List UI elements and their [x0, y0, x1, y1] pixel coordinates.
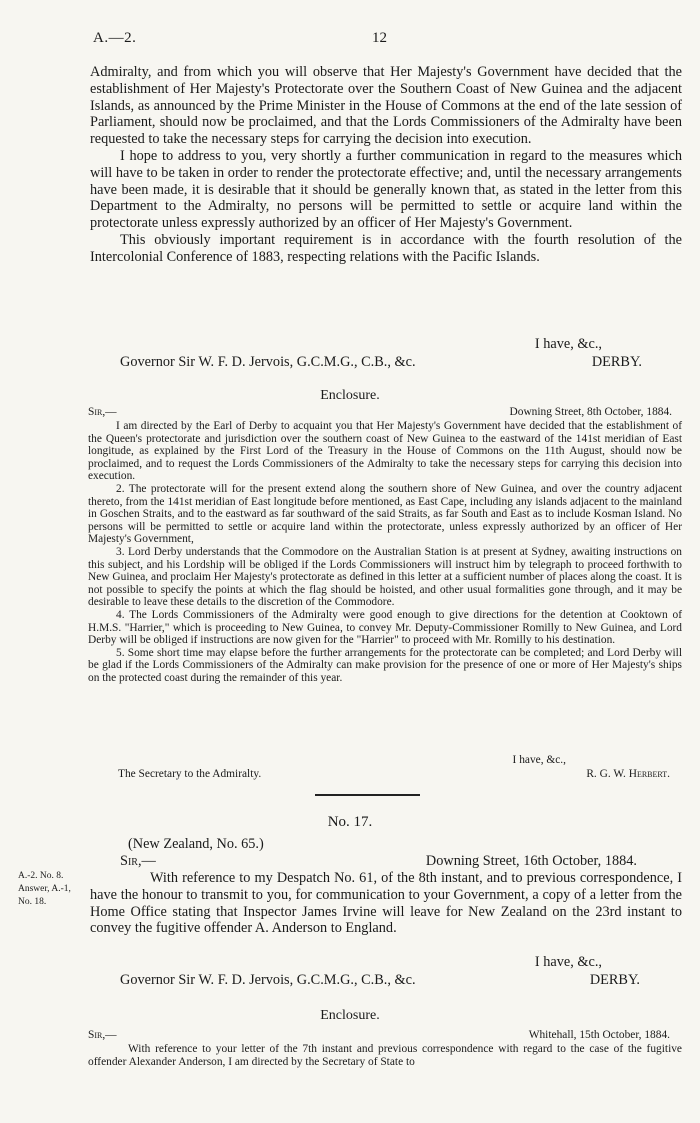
margin-note-1: A.-2. No. 8.: [18, 871, 64, 881]
enclosure-1-paragraph-3: 3. Lord Derby understands that the Commodore on the Australian Station is at present at Sydney, awaiting instructions on this subject, and his Lordship will be obliged if the Lords Commissioners will instruct him by telegraph to proceed forthwith to New Guinea, and proclaim Her Majesty's protectorate as defined in this letter at a sufficient number of places along the coast. It is not possible to specify the points at which the flag should be hoisted, and other usual formalities gone through, and it may be desirable to leave these details to the discretion of the Commodore.: [88, 545, 682, 609]
enclosure-1-place-date: Downing Street, 8th October, 1884.: [509, 406, 672, 418]
enclosure-2-salutation-row: [88, 1029, 682, 1042]
margin-notes: [18, 870, 71, 908]
no17-signature: DERBY.: [589, 972, 640, 988]
enclosure-1-salutation: Sir,—: [88, 406, 117, 418]
page-number: 12: [372, 30, 387, 46]
no17-addressee: Governor Sir W. F. D. Jervois, G.C.M.G., C.B., &c.: [120, 972, 416, 988]
enclosure-1-signature: R. G. W. Herbert.: [586, 768, 670, 780]
enclosure-1-closing-row: [88, 754, 682, 767]
enclosure-1-addressee: The Secretary to the Admiralty.: [118, 768, 262, 780]
enclosure-1-paragraph-1: I am directed by the Earl of Derby to acquaint you that Her Majesty's Government have decided that the establishment of the Queen's protectorate and jurisdiction over the southern coast of New Guinea to the eastward of the 141st meridian of East longitude, as explained by the First Lord of the Treasury in the House of Commons on the 11th August, should now be proclaimed, and to request the Lords Commissioners of the Admiralty to take the necessary steps for carrying this decision into execution.: [88, 420, 682, 483]
top-letter-closing: I have, &c.,: [534, 336, 602, 352]
enclosure-2-place-date: Whitehall, 15th October, 1884.: [528, 1029, 670, 1041]
enclosure-1-salutation-row: [88, 406, 682, 419]
top-letter-signature: DERBY.: [591, 354, 642, 370]
no17-body: With reference to my Despatch No. 61, of the 8th instant, and to previous correspondence, I have the honour to transmit to you, for communication to your Government, a copy of a letter from the Home Office stating that Inspector James Irvine will leave for New Zealand on the 23rd instant to convey the fugitive offender A. Anderson to England.: [90, 870, 682, 937]
top-letter-body: [90, 64, 682, 266]
enclosure-1-closing: I have, &c.,: [512, 754, 566, 766]
top-letter-paragraph-3: This obviously important requirement is in accordance with the fourth resolution of the Intercolonial Conference of 1883, respecting relations with the Pacific Islands.: [90, 231, 682, 265]
enclosure-1-paragraph-2: 2. The protectorate will for the present extend along the southern shore of New Guinea, and over the country adjacent thereto, from the 141st meridian of East longitude before mentioned, as East Cape, including any islands adjacent to the mainland in Goschen Straits, and to the eastward as far southward of the said Straits, as far South and East as to include Kosman Island. No persons will be permitted to settle or acquire land within the protectorate, unless expressly authorized by an officer of Her Majesty's Government,: [88, 482, 682, 546]
enclosure-1-heading: Enclosure.: [320, 388, 380, 403]
no17-heading: No. 17.: [327, 814, 373, 830]
enclosure-1-body: [88, 420, 682, 684]
no17-sign-row: [90, 972, 682, 989]
margin-note-2: Answer, A.-1,: [18, 883, 71, 894]
enclosure-1-paragraph-5: 5. Some short time may elapse before the further arrangements for the protectorate can be completed; and Lord Derby will be glad if the Lords Commissioners of the Admiralty can make provision for the presence of one or more of Her Majesty's ships on the protected coast during the remainder of this year.: [88, 646, 682, 684]
enclosure-1-sign-row: [88, 768, 682, 781]
enclosure-2-salutation: Sir,—: [88, 1029, 117, 1041]
top-letter-paragraph-1: Admiralty, and from which you will observe that Her Majesty's Government have decided that the establishment of Her Majesty's Protectorate over the Southern Coast of New Guinea and the adjacent Islands, as announced by the Prime Minister in the House of Commons at the end of the late session of Parliament, should now be proclaimed, and that the Lords Commissioners of the Admiralty have been requested to take the necessary steps for carrying the decision into execution.: [90, 64, 682, 148]
no17-place-date: Downing Street, 16th October, 1884.: [425, 853, 637, 869]
no17-subheading-row: [90, 836, 682, 853]
top-letter-paragraph-2: I hope to address to you, very shortly a further communication in regard to the measures which will have to be taken in order to render the protectorate effective; and, until the necessary arrangements have been made, it is desirable that it should be generally known that, as stated in the letter from this Department to the Admiralty, no persons will be permitted to settle or acquire land within the protectorate unless expressly authorized by an officer of Her Majesty's Government.: [90, 147, 682, 232]
top-letter-sign-row: [90, 354, 682, 371]
no17-salutation-row: [90, 853, 682, 870]
top-letter-addressee: Governor Sir W. F. D. Jervois, G.C.M.G., C.B., &c.: [120, 354, 416, 370]
section-divider: [315, 794, 420, 796]
top-letter-closing-row: [90, 336, 682, 353]
document-reference: A.—2.: [93, 30, 137, 46]
no17-subheading: (New Zealand, No. 65.): [128, 836, 264, 852]
no17-closing-row: [90, 954, 682, 971]
enclosure-2-heading: Enclosure.: [320, 1008, 380, 1023]
no17-salutation: Sir,—: [120, 853, 156, 869]
no17-closing: I have, &c.,: [534, 954, 602, 970]
margin-note-3: No. 18.: [18, 896, 47, 907]
enclosure-2-paragraph: With reference to your letter of the 7th instant and previous correspondence with regard to the case of the fugitive offender Alexander Anderson, I am directed by the Secretary of State to: [88, 1043, 682, 1068]
enclosure-2-body: [88, 1043, 682, 1068]
enclosure-1-paragraph-4: 4. The Lords Commissioners of the Admiralty were good enough to give directions for the detention at Cooktown of H.M.S. "Harrier," which is proceeding to New Guinea, to convey Mr. Deputy-Commissioner Romilly to New Guinea, and Lord Derby will be obliged if instructions are now given for the "Harrier" to proceed with Mr. Romilly to his destination.: [88, 608, 682, 647]
